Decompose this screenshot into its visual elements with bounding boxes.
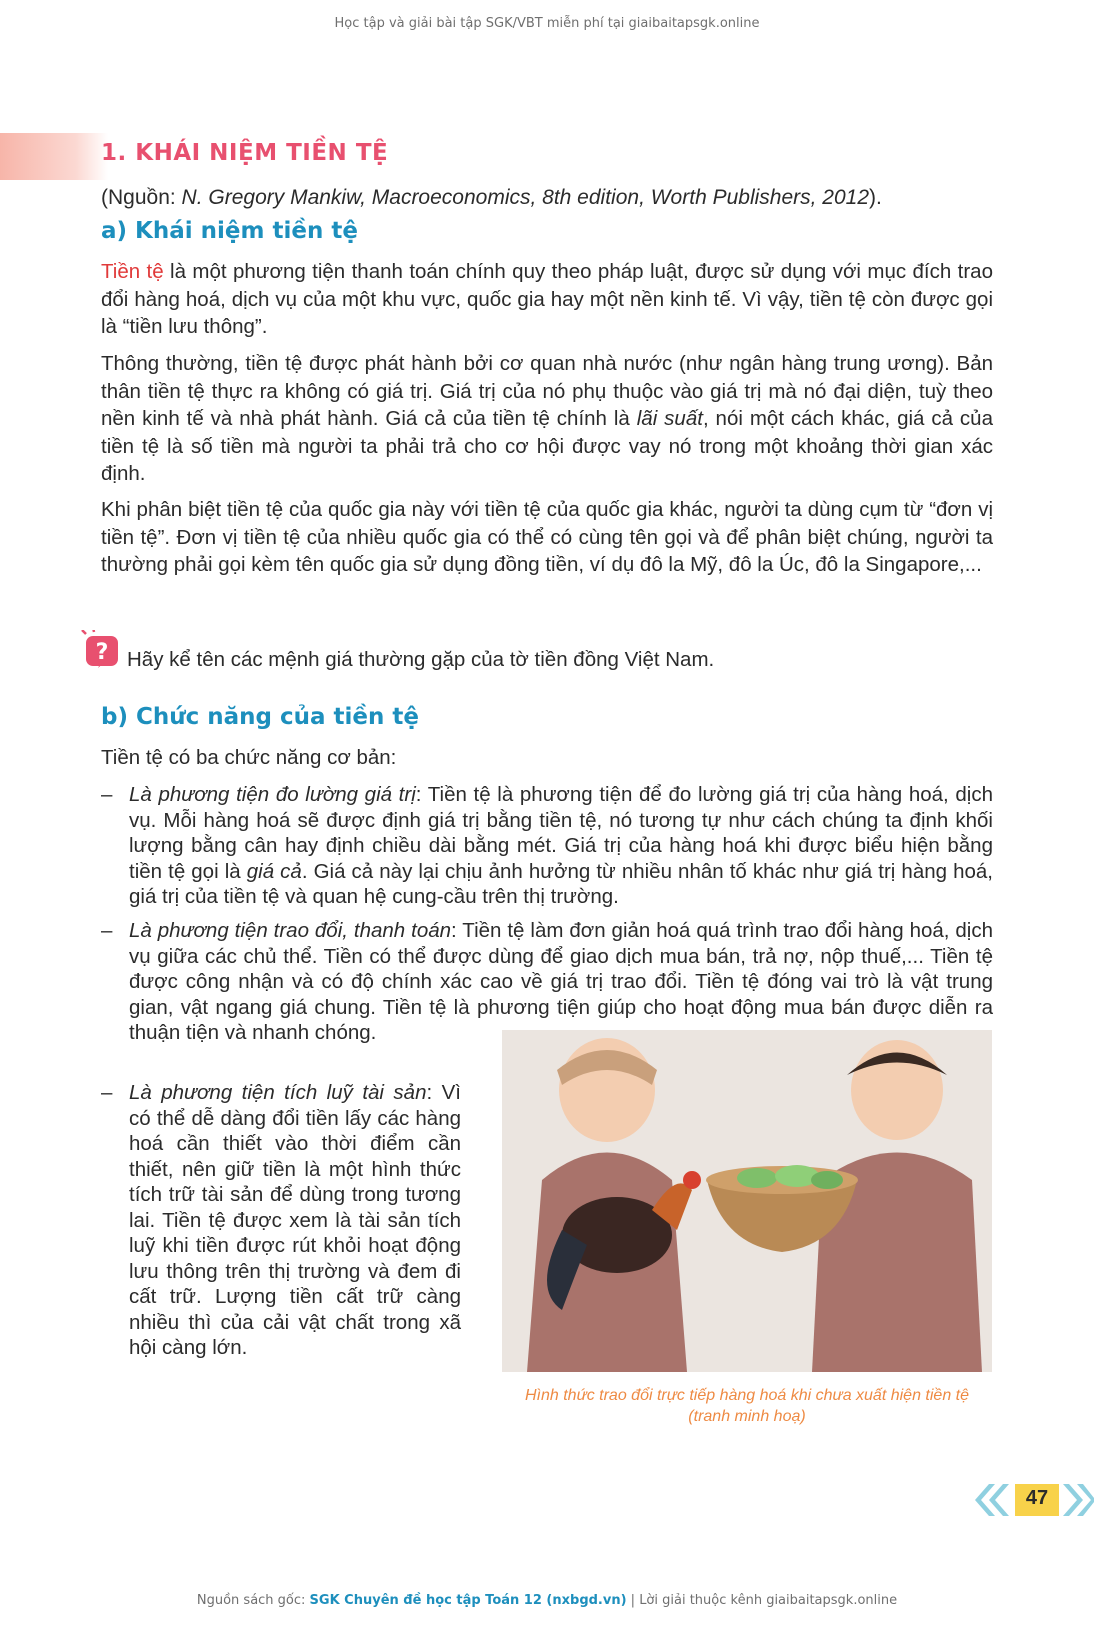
page-number: 47 [1025,1487,1049,1509]
svg-text:?: ? [95,640,109,665]
figure-caption: Hình thức trao đổi trực tiếp hàng hoá khi chưa xuất hiện tiền tệ (tranh minh hoạ) [524,1387,969,1425]
function-item-exchange: – Là phương tiện trao đổi, thanh toán: Tiền tệ làm đơn giản hoá quá trình trao đổi hàng hoá, dịch vụ giữa các chủ thể. Tiền có thể được dùng để giao dịch mua bán, trả nợ, nộp thuế,... Tiền tệ được công nhận và có độ chính xác cao về giá trị trao đổi. Tiền tệ đóng vai trò là vật trung gian, vật ngang giá chung. Tiền tệ là phương tiện giúp cho hoạt động mua bán được diễn ra thuận tiện và nhanh chóng. [101,919,994,1044]
barter-illustration [502,1030,992,1372]
heading-accent-band [0,133,108,180]
question-icon [80,630,124,675]
paragraph-issuance: Thông thường, tiền tệ được phát hành bởi cơ quan nhà nước (như ngân hàng trung ương). Bản thân tiền tệ thực ra không có giá trị. Giá trị của nó phụ thuộc vào giá trị mà nó đại diện, tuỳ theo nền kinh tế và nhà phát hành. Giá cả của tiền tệ chính là lãi suất, nói một cách khác, giá cả của tiền tệ là số tiền mà người ta phải trả cho cơ hội được vay nó trong một khoảng thời gian xác định. [101,352,993,485]
subsection-a-title: a) Khái niệm tiền tệ [101,218,358,244]
subsection-b-title: b) Chức năng của tiền tệ [101,704,419,730]
page-footer: Nguồn sách gốc: SGK Chuyên đề học tập Toán 12 (nxbgd.vn) | Lời giải thuộc kênh giaibaitapsgk.online [196,1593,898,1608]
source-citation: (Nguồn: N. Gregory Mankiw, Macroeconomics, 8th edition, Worth Publishers, 2012). [101,186,882,209]
page-header-note: Học tập và giải bài tập SGK/VBT miễn phí tại giaibaitapsgk.online [334,16,760,31]
section-title: 1. KHÁI NIỆM TIỀN TỆ [101,140,389,166]
paragraph-currency-unit: Khi phân biệt tiền tệ của quốc gia này với tiền tệ của quốc gia khác, người ta dùng cụm từ “đơn vị tiền tệ”. Đơn vị tiền tệ của nhiều quốc gia có thể có cùng tên gọi và để phân biệt chúng, người ta thường phải gọi kèm tên quốc gia sử dụng đồng tiền, ví dụ đô la Mỹ, đô la Úc, đô la Singapore,... [101,498,993,576]
paragraph-definition: Tiền tệ là một phương tiện thanh toán chính quy theo pháp luật, được sử dụng với mục đích trao đổi hàng hoá, dịch vụ của một khu vực, quốc gia hay một nền kinh tế. Vì vậy, tiền tệ còn được gọi là “tiền lưu thông”. [101,260,993,338]
function-item-measure: – Là phương tiện đo lường giá trị: Tiền tệ là phương tiện để đo lường giá trị của hàng hoá, dịch vụ. Mỗi hàng hoá sẽ được định giá trị bằng tiền tệ, nó tương tự như cách chúng ta định khối lượng bằng cân hay định chiều dài bằng mét. Giá trị của hàng hoá khi được biểu hiện bằng tiền tệ gọi là giá cả. Giá cả này lại chịu ảnh hưởng từ nhiều nhân tố khác như giá trị hàng hoá, giá trị của tiền tệ và quan hệ cung-cầu trên thị trường. [101,783,993,908]
functions-intro: Tiền tệ có ba chức năng cơ bản: [101,746,397,769]
function-item-store: – Là phương tiện tích luỹ tài sản: Vì có thể dễ dàng đổi tiền lấy các hàng hoá cần thiết vào thời điểm cần thiết, nên giữ tiền là một hình thức tích trữ tài sản để dùng trong tương lai. Tiền tệ được xem là tài sản tích luỹ khi tiền được rút khỏi hoạt động lưu thông trên thị trường và đem đi cất trữ. Lượng tiền cất trữ càng nhiều thì của cải vật chất trong xã hội càng lớn. [101,1081,461,1359]
question-text: Hãy kể tên các mệnh giá thường gặp của tờ tiền đồng Việt Nam. [127,648,715,671]
